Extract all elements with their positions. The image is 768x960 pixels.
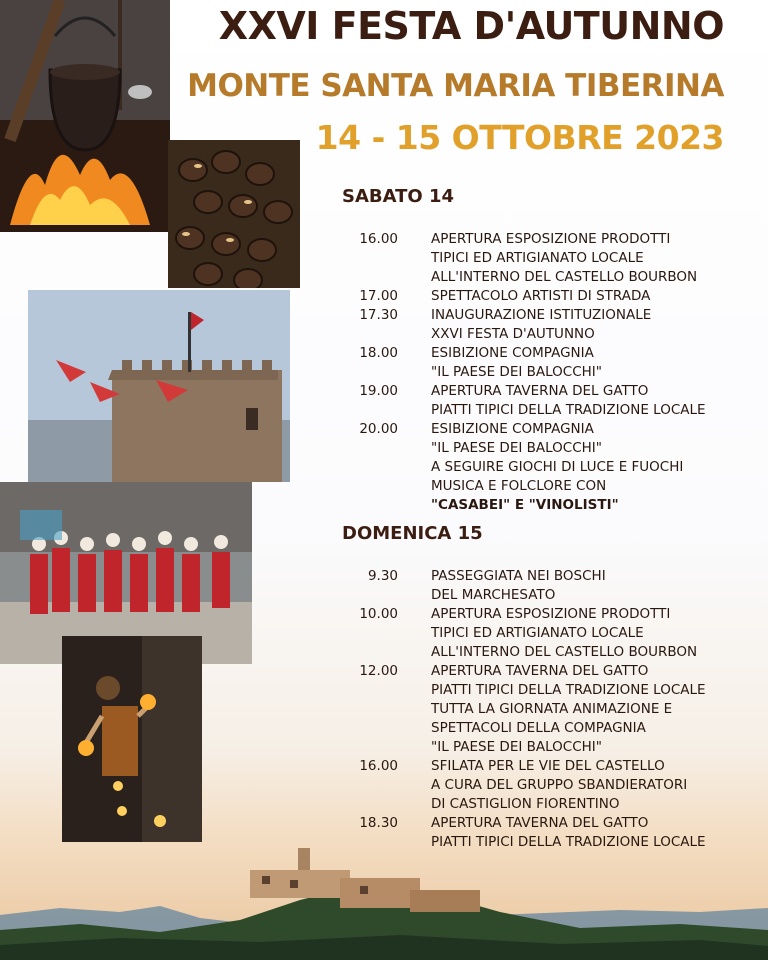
event-line: PASSEGGIATA NEI BOSCHI [431, 568, 606, 584]
event-line: INAUGURAZIONE ISTITUZIONALE [431, 307, 652, 323]
event-time: 16.00 [359, 758, 398, 774]
sunday-schedule [330, 567, 760, 852]
event-line: DEL MARCHESATO [431, 587, 556, 603]
festival-title: XXVI FESTA D'AUTUNNO [218, 4, 724, 48]
event-time: 16.00 [359, 231, 398, 247]
day-heading-saturday: SABATO 14 [342, 186, 455, 207]
event-line: SPETTACOLI DELLA COMPAGNIA [431, 720, 646, 736]
schedule-row [330, 230, 760, 287]
event-line: "IL PAESE DEI BALOCCHI" [431, 739, 602, 755]
event-line: TUTTA LA GIORNATA ANIMAZIONE E [431, 701, 673, 717]
event-line: DI CASTIGLION FIORENTINO [431, 796, 620, 812]
schedule-row [330, 420, 760, 515]
schedule-row [330, 306, 760, 344]
event-line: SPETTACOLO ARTISTI DI STRADA [431, 288, 651, 304]
day-heading-sunday: DOMENICA 15 [342, 523, 483, 544]
fire-performer-photo [62, 636, 202, 842]
schedule-row [330, 662, 760, 757]
event-line: ALL'INTERNO DEL CASTELLO BOURBON [431, 644, 698, 660]
schedule-row [330, 567, 760, 605]
event-line: "CASABEI" E "VINOLISTI" [431, 497, 619, 513]
event-line: TIPICI ED ARTIGIANATO LOCALE [431, 625, 644, 641]
event-time: 18.30 [359, 815, 398, 831]
event-time: 20.00 [359, 421, 398, 437]
event-time: 19.00 [359, 383, 398, 399]
festival-dates: 14 - 15 OTTOBRE 2023 [315, 118, 724, 157]
chestnuts-photo [168, 140, 300, 288]
event-time: 12.00 [359, 663, 398, 679]
event-line: XXVI FESTA D'AUTUNNO [431, 326, 595, 342]
event-time: 18.00 [359, 345, 398, 361]
schedule-row [330, 344, 760, 382]
event-line: ALL'INTERNO DEL CASTELLO BOURBON [431, 269, 698, 285]
schedule-row [330, 287, 760, 306]
festival-location: MONTE SANTA MARIA TIBERINA [187, 68, 724, 104]
saturday-schedule [330, 230, 760, 515]
event-line: ESIBIZIONE COMPAGNIA [431, 421, 594, 437]
event-line: PIATTI TIPICI DELLA TRADIZIONE LOCALE [431, 402, 706, 418]
hilltown-landscape-photo [0, 840, 768, 960]
event-time: 10.00 [359, 606, 398, 622]
event-line: APERTURA ESPOSIZIONE PRODOTTI [431, 231, 671, 247]
fire-cauldron-photo [0, 0, 170, 232]
event-time: 17.00 [359, 288, 398, 304]
event-time: 17.30 [359, 307, 398, 323]
event-line: APERTURA TAVERNA DEL GATTO [431, 383, 649, 399]
event-line: A CURA DEL GRUPPO SBANDIERATORI [431, 777, 688, 793]
event-line: "IL PAESE DEI BALOCCHI" [431, 440, 602, 456]
schedule-row [330, 382, 760, 420]
event-line: "IL PAESE DEI BALOCCHI" [431, 364, 602, 380]
event-time: 9.30 [367, 568, 398, 584]
event-line: APERTURA TAVERNA DEL GATTO [431, 663, 649, 679]
event-line: PIATTI TIPICI DELLA TRADIZIONE LOCALE [431, 682, 706, 698]
castle-tower-photo [28, 290, 290, 482]
event-line: APERTURA ESPOSIZIONE PRODOTTI [431, 606, 671, 622]
event-line: MUSICA E FOLCLORE CON [431, 478, 607, 494]
event-line: A SEGUIRE GIOCHI DI LUCE E FUOCHI [431, 459, 684, 475]
event-line: PIATTI TIPICI DELLA TRADIZIONE LOCALE [431, 834, 706, 850]
event-line: ESIBIZIONE COMPAGNIA [431, 345, 594, 361]
event-line: APERTURA TAVERNA DEL GATTO [431, 815, 649, 831]
schedule-row [330, 605, 760, 662]
event-line: SFILATA PER LE VIE DEL CASTELLO [431, 758, 665, 774]
schedule-row [330, 814, 760, 852]
event-line: TIPICI ED ARTIGIANATO LOCALE [431, 250, 644, 266]
schedule-row [330, 757, 760, 814]
